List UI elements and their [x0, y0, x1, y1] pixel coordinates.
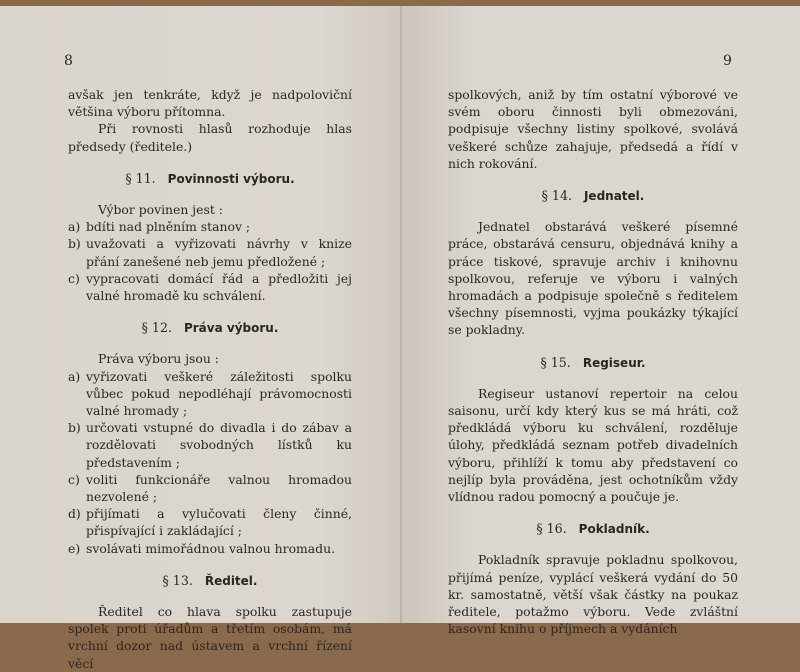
list-marker: c)	[68, 270, 80, 286]
paragraph: Jednatel obstarává veškeré písemné práce, obstarává censuru, objednává knihy a práce tiskové, spravuje archiv i knihovnu spolkovou, referuje ve výboru i valných hromadách a podpisuje společně s ředitelem všechny písemnosti, vyjma poukázky týkající se pokladny.	[448, 219, 738, 338]
list-item-text: vyřizovati veškeré záležitosti spolku vůbec pokud nepodléhají právomocnosti valné hromady ;	[86, 368, 352, 419]
list-item-text: uvažovati a vyřizovati návrhy v knize přání zanešené neb jemu předložené ;	[86, 236, 352, 269]
paragraph: avšak jen tenkráte, když je nadpoloviční většina výboru přítomna.	[68, 87, 352, 120]
left-page	[0, 6, 400, 671]
list-item-text: bdíti nad plněním stanov ;	[86, 219, 251, 235]
section-number: § 12.	[141, 320, 172, 336]
paragraph: Pokladník spravuje pokladnu spolkovou, přijímá peníze, vyplácí veškerá vydání do 50 kr. samostatně, větší však částky na poukaz ředitele, potažmo výboru. Vede zvláštní kasovní knihu o příjmech a vydáních	[448, 552, 738, 637]
list-item	[68, 471, 352, 505]
list-item-text: vypracovati domácí řád a předložiti jej valné hromadě ku schválení.	[86, 270, 352, 304]
paragraph: Regiseur ustanoví repertoir na celou saisonu, určí kdy který kus se má hráti, což předkládá výboru ku schválení, rozděluje úlohy, předkládá seznam potřeb divadelních výboru, přihlíží k tomu aby představení co nejlíp byla prováděna, jest ochotníkům vždy vlídnou radou pomocný a poučuje je.	[448, 385, 738, 505]
list-item	[68, 235, 352, 269]
list-item	[68, 270, 352, 304]
section-number: § 16.	[536, 521, 567, 537]
list-marker: e)	[68, 540, 81, 556]
list-marker: b)	[68, 420, 81, 436]
list-item-text: svolávati mimořádnou valnou hromadu.	[86, 540, 336, 556]
section-heading	[448, 354, 738, 372]
page-number: 8	[64, 53, 73, 69]
section-heading	[448, 187, 738, 205]
left-page-text	[68, 86, 352, 672]
section-number: § 13.	[162, 572, 193, 588]
list-marker: b)	[68, 236, 81, 252]
obligations-list	[68, 218, 352, 304]
list-item	[68, 368, 352, 420]
section-heading	[448, 520, 738, 538]
list-item-text: přijímati a vylučovati členy činné, přispívající i zakládající ;	[86, 506, 352, 539]
section-number: § 11.	[125, 170, 156, 186]
section-title: Pokladník.	[578, 522, 650, 537]
section-heading	[68, 170, 352, 188]
section-title: Práva výboru.	[183, 321, 279, 336]
list-item	[68, 419, 352, 471]
list-item	[68, 540, 352, 557]
section-title: Regiseur.	[582, 355, 646, 370]
list-lead: Výbor povinen jest :	[98, 202, 223, 218]
paragraph: spolkových, aniž by tím ostatní výborové ve svém oboru činnosti byli obmezováni, podpisuje všechny listiny spolkové, svolává veškeré schůze zahajuje, předsedá a řídí v nich rokování.	[448, 87, 738, 171]
section-title: Ředitel.	[204, 573, 258, 588]
paragraph: Ředitel co hlava spolku zastupuje spolek proti úřadům a třetím osobám, má vrchní dozor nad ústavem a vrchní řízení věcí	[68, 604, 352, 671]
list-item	[68, 218, 352, 235]
right-page	[402, 6, 800, 637]
list-marker: a)	[68, 219, 81, 235]
list-lead: Práva výboru jsou :	[98, 351, 219, 367]
section-heading	[68, 572, 352, 590]
list-item-text: voliti funkcionáře valnou hromadou nezvolené ;	[86, 471, 352, 505]
rights-list	[68, 368, 352, 557]
right-page-text	[448, 86, 738, 637]
section-heading	[68, 319, 352, 337]
section-number: § 14.	[541, 188, 572, 204]
list-marker: d)	[68, 506, 81, 522]
section-title: Jednatel.	[583, 189, 645, 204]
list-item	[68, 505, 352, 539]
list-marker: c)	[68, 471, 80, 487]
list-marker: a)	[68, 368, 81, 384]
section-title: Povinnosti výboru.	[167, 171, 295, 186]
paragraph: Při rovnosti hlasů rozhoduje hlas předsedy (ředitele.)	[68, 121, 352, 154]
page-number: 9	[723, 53, 732, 69]
section-number: § 15.	[540, 354, 571, 370]
list-item-text: určovati vstupné do divadla i do zábav a rozdělovati svobodných lístků ku představením ;	[86, 420, 352, 470]
